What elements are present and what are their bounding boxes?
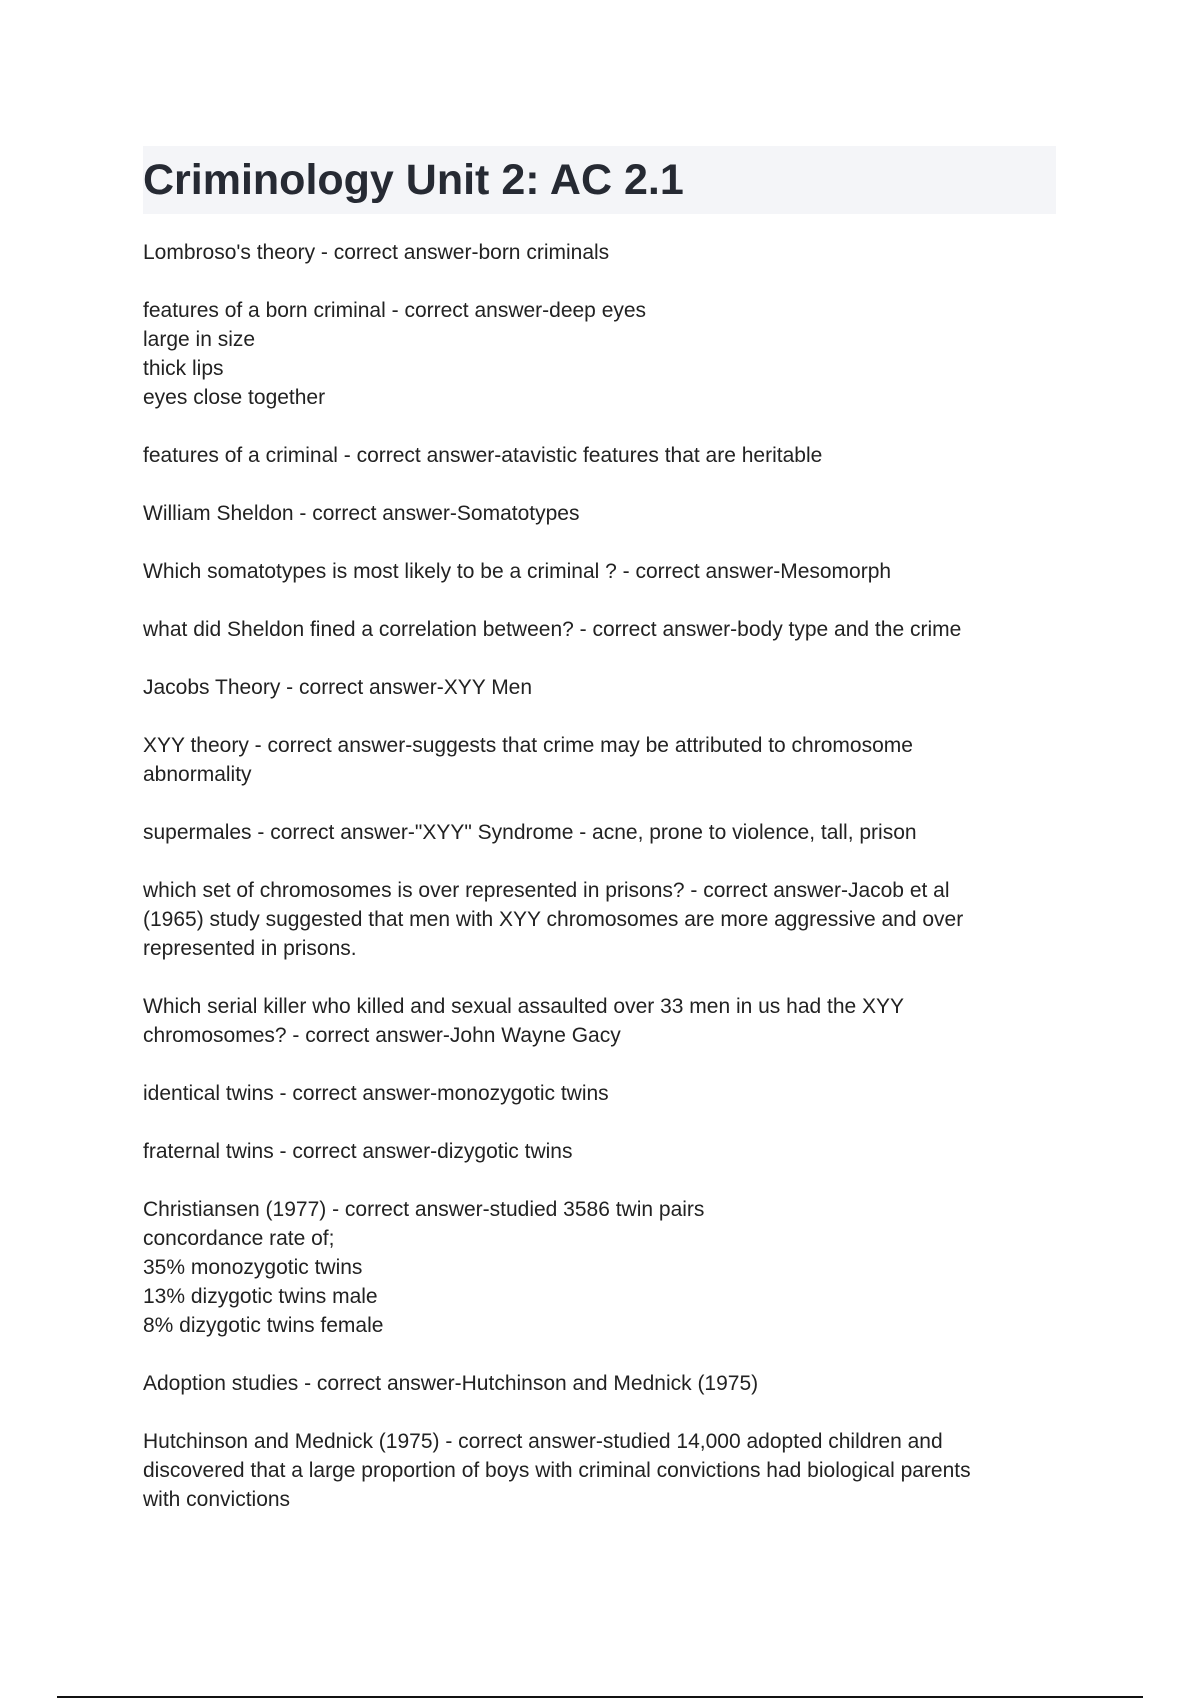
page-title: Criminology Unit 2: AC 2.1 [143, 156, 684, 204]
qa-item-jacobs-theory: Jacobs Theory - correct answer-XYY Men [143, 676, 533, 699]
qa-item-adoption-studies: Adoption studies - correct answer-Hutchinson and Mednick (1975) [143, 1372, 759, 1395]
qa-item-xyy-theory: XYY theory - correct answer-suggests that crime may be attributed to chromosome abnormality [143, 734, 913, 786]
qa-item-hutchinson-mednick: Hutchinson and Mednick (1975) - correct answer-studied 14,000 adopted children and discovered that a large proportion of boys with criminal convictions had biological parents with convictions [143, 1430, 971, 1511]
qa-item-criminal-somatotype: Which somatotypes is most likely to be a criminal ? - correct answer-Mesomorph [143, 560, 892, 583]
footer-divider [57, 1696, 1143, 1698]
qa-item-lombroso-theory: Lombroso's theory - correct answer-born criminals [143, 241, 610, 264]
qa-item-criminal-features: features of a criminal - correct answer-atavistic features that are heritable [143, 444, 823, 467]
qa-item-supermales: supermales - correct answer-"XYY" Syndrome - acne, prone to violence, tall, prison [143, 821, 917, 844]
qa-item-christiansen-1977: Christiansen (1977) - correct answer-studied 3586 twin pairs concordance rate of; 35% monozygotic twins 13% dizygotic twins male 8% dizygotic twins female [143, 1198, 705, 1337]
qa-item-william-sheldon: William Sheldon - correct answer-Somatotypes [143, 502, 580, 525]
qa-item-serial-killer-xyy: Which serial killer who killed and sexual assaulted over 33 men in us had the XYY chromosomes? - correct answer-John Wayne Gacy [143, 995, 905, 1047]
qa-list [143, 238, 1063, 1543]
qa-item-born-criminal-features: features of a born criminal - correct answer-deep eyes large in size thick lips eyes close together [143, 299, 647, 409]
qa-item-identical-twins: identical twins - correct answer-monozygotic twins [143, 1082, 609, 1105]
qa-item-fraternal-twins: fraternal twins - correct answer-dizygotic twins [143, 1140, 573, 1163]
qa-item-prison-chromosomes: which set of chromosomes is over represented in prisons? - correct answer-Jacob et al (1965) study suggested that men with XYY chromosomes are more aggressive and over represented in prisons. [143, 879, 964, 960]
qa-item-sheldon-correlation: what did Sheldon fined a correlation between? - correct answer-body type and the crime [143, 618, 962, 641]
